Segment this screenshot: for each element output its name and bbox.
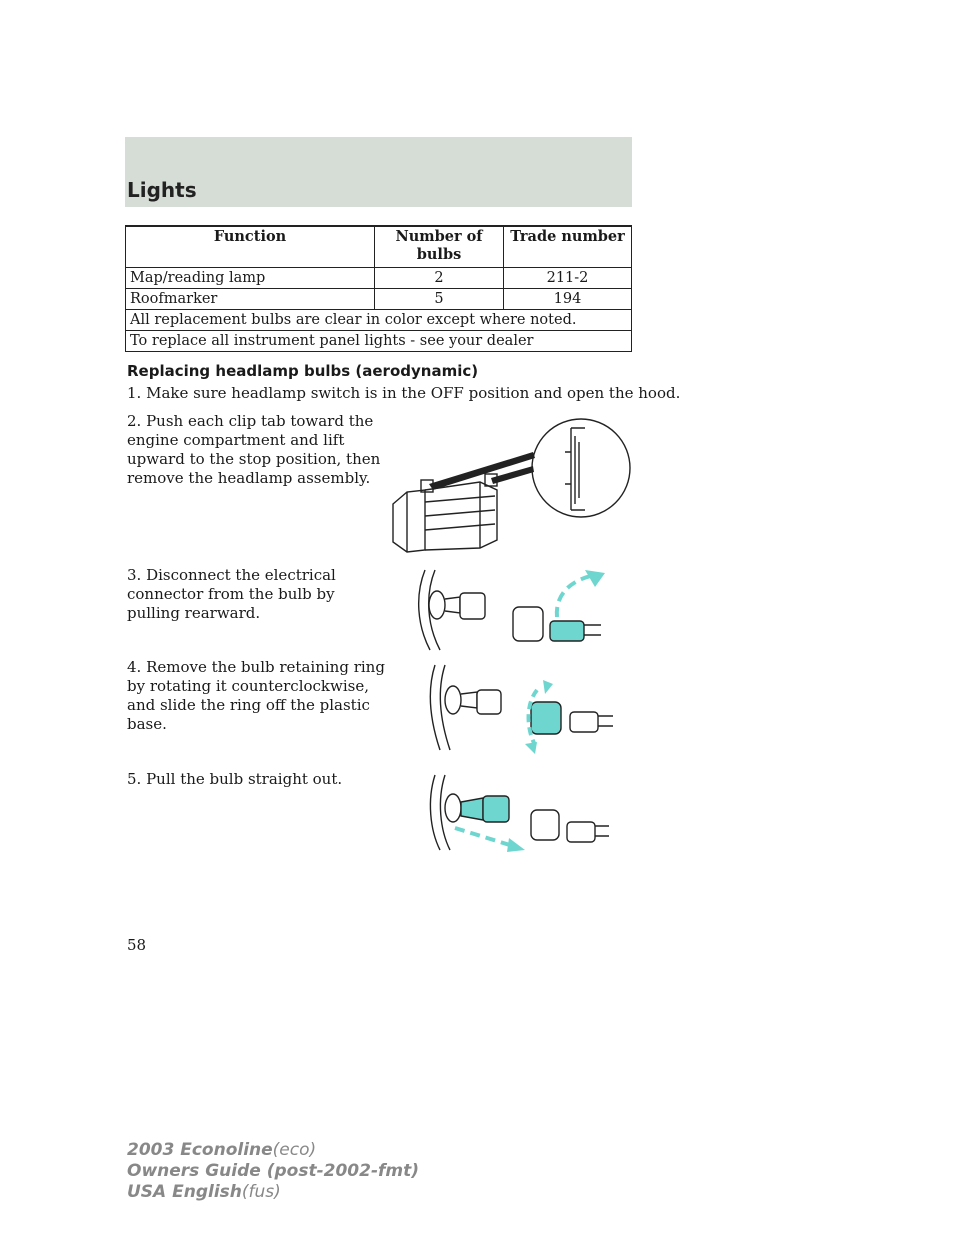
footer-line-2: Owners Guide (post-2002-fmt) <box>127 1161 420 1181</box>
table-row <box>126 289 632 310</box>
step-3: 3. Disconnect the electrical connector from the bulb by pulling rearward. <box>127 566 336 622</box>
table-note: To replace all instrument panel lights - see your dealer <box>126 331 632 352</box>
document-footer <box>127 1140 419 1203</box>
header-number-of-bulbs: Number of bulbs <box>375 226 504 268</box>
footer-line-3 <box>127 1182 419 1203</box>
rotate-ring-illustration <box>425 660 625 755</box>
footer-language-code: (fus) <box>241 1182 281 1202</box>
pull-bulb-illustration <box>425 770 625 855</box>
step-4: 4. Remove the bulb retaining ring by rotating it counterclockwise, and slide the ring off the plastic base. <box>127 658 385 733</box>
footer-language: USA English <box>127 1182 242 1202</box>
cell-count: 2 <box>375 268 504 289</box>
table-row <box>126 268 632 289</box>
page-number: 58 <box>127 936 147 954</box>
table-note-row <box>126 310 632 331</box>
step-5: 5. Pull the bulb straight out. <box>127 770 343 788</box>
subheading: Replacing headlamp bulbs (aerodynamic) <box>127 362 479 380</box>
bulb-table <box>125 225 632 352</box>
header-trade-number: Trade number <box>504 226 632 268</box>
table-header-row <box>126 226 632 268</box>
header-band <box>125 137 632 207</box>
step-2: 2. Push each clip tab toward the engine compartment and lift upward to the stop position, then remove the headlamp assembly. <box>127 412 381 487</box>
section-title: Lights <box>127 178 197 202</box>
footer-model: 2003 Econoline <box>127 1140 273 1160</box>
cell-trade: 211-2 <box>504 268 632 289</box>
header-function: Function <box>126 226 375 268</box>
cell-function: Roofmarker <box>126 289 375 310</box>
cell-count: 5 <box>375 289 504 310</box>
step-1: 1. Make sure headlamp switch is in the OFF position and open the hood. <box>127 384 681 402</box>
table-note-row <box>126 331 632 352</box>
cell-function: Map/reading lamp <box>126 268 375 289</box>
footer-model-code: (eco) <box>272 1140 317 1160</box>
disconnect-connector-illustration <box>405 565 625 655</box>
cell-trade: 194 <box>504 289 632 310</box>
headlamp-clip-illustration <box>385 412 635 557</box>
footer-line-1 <box>127 1140 419 1161</box>
table-note: All replacement bulbs are clear in color except where noted. <box>126 310 632 331</box>
